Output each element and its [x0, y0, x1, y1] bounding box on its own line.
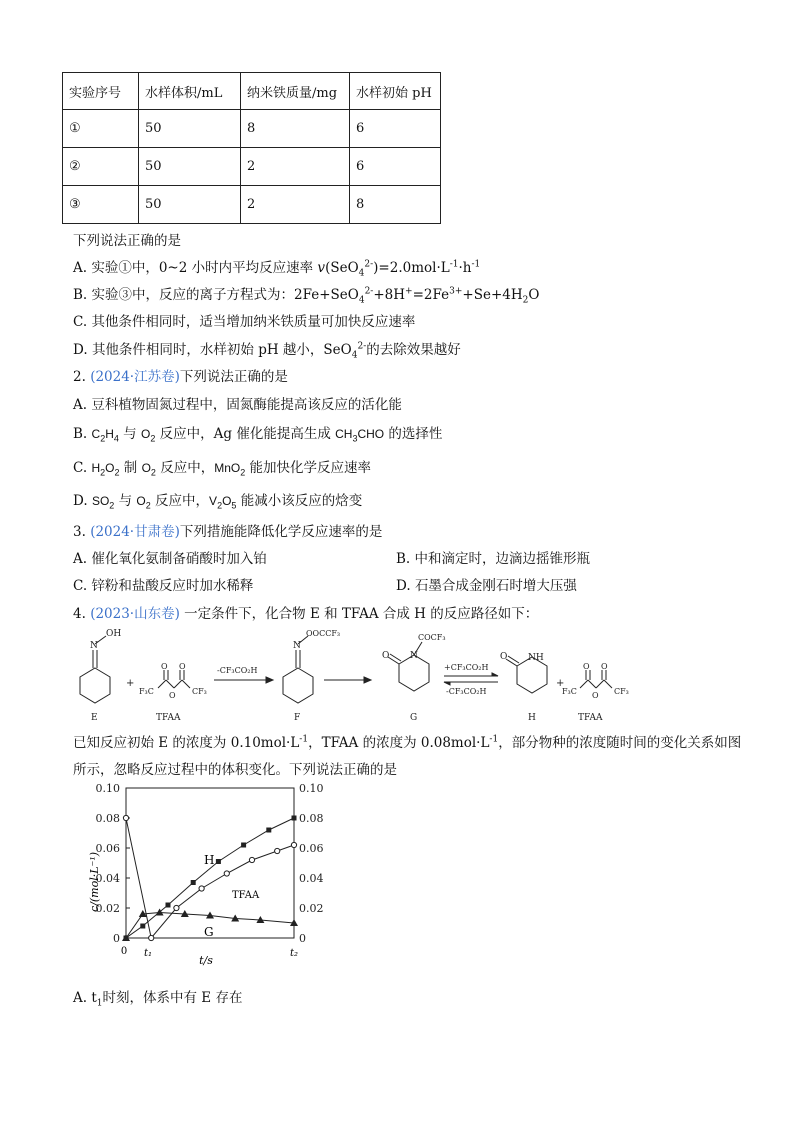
equilibrium-reverse: -CF₃CO₂H — [446, 687, 487, 696]
formula: O — [141, 461, 151, 475]
superscript: 3+ — [449, 286, 463, 297]
table-cell: ① — [63, 110, 139, 148]
q1-stem: 下列说法正确的是 — [73, 233, 181, 249]
rate-symbol: v — [317, 260, 326, 276]
compound-e-label: E — [91, 713, 98, 723]
data-point-h — [166, 903, 171, 908]
hydroxyl-label: OH — [106, 629, 122, 639]
table-row — [63, 110, 441, 148]
svg-text:O: O — [601, 662, 608, 671]
paragraph-text: 已知反应初始 E 的浓度为 0.10mol·L — [73, 735, 300, 751]
time-symbol: t — [91, 990, 97, 1006]
subscript: 5 — [231, 500, 237, 511]
table-cell: 2 — [241, 186, 350, 224]
option-text: 石墨合成金刚石时增大压强 — [414, 578, 577, 594]
table-header: 水样初始 pH — [350, 73, 441, 110]
option-label: A. — [73, 990, 88, 1006]
subscript: 4 — [358, 295, 365, 306]
option-text: ·h — [458, 260, 472, 276]
q2-option-a — [73, 393, 402, 413]
y-tick-label-left: 0.02 — [95, 902, 120, 915]
series-label-h: H — [204, 853, 215, 867]
g-oxygen: O — [382, 651, 390, 661]
x-tick-label: t₁ — [143, 948, 153, 959]
q2-option-d — [73, 489, 362, 510]
option-text: 时刻，体系中有 E 存在 — [102, 990, 243, 1006]
table-cell: 50 — [139, 110, 241, 148]
data-point-h — [216, 859, 221, 864]
compound-h-label: H — [528, 713, 536, 723]
y-tick-label-right: 0.04 — [299, 872, 324, 885]
option-text: =2Fe — [412, 287, 450, 303]
option-text: 反应中， — [150, 493, 210, 509]
cf3-label: CF₃ — [192, 687, 207, 696]
option-text: 反应中，Ag 催化能提高生成 — [155, 426, 336, 442]
question-number: 4. — [73, 606, 86, 622]
formula: CHO — [357, 427, 385, 441]
table-header-row — [63, 73, 441, 110]
option-text: 催化氧化氨制备硝酸时加入铂 — [91, 551, 267, 567]
g-nitrogen: N — [410, 651, 418, 661]
svg-text:O: O — [169, 691, 176, 700]
option-text: 其他条件相同时，水样初始 pH 越小，SeO — [91, 342, 352, 358]
question-number: 3. — [73, 524, 86, 540]
x-tick-label: 0 — [120, 946, 128, 957]
superscript: 2- — [364, 259, 374, 270]
option-text: 与 — [114, 493, 137, 509]
h-oxygen: O — [500, 652, 508, 662]
question-source: (2024·江苏卷) — [90, 369, 180, 385]
compound-f-label: F — [294, 713, 301, 723]
table-cell: 50 — [139, 148, 241, 186]
subscript: 2 — [114, 467, 120, 478]
f-substituent: OOCCF₃ — [306, 629, 341, 638]
data-point-tfaa — [149, 935, 154, 940]
table-header: 水样体积/mL — [139, 73, 241, 110]
y-tick-label-right: 0.10 — [299, 782, 324, 795]
superscript: -1 — [299, 734, 309, 745]
option-text: 反应中， — [155, 460, 215, 476]
subscript: 4 — [113, 433, 119, 444]
option-text: +8H — [373, 287, 406, 303]
svg-text:F₃C: F₃C — [562, 687, 577, 696]
superscript: + — [405, 286, 413, 297]
formula: O — [140, 427, 151, 441]
paragraph-text: ，部分物种的浓度随时间的变化关系如图 — [498, 735, 742, 751]
nitrogen-label: N — [90, 641, 98, 651]
q3-option-b — [396, 547, 590, 567]
series-line-tfaa — [126, 818, 294, 938]
option-label: A. — [73, 260, 88, 276]
formula: O — [222, 494, 232, 508]
q3-option-d — [396, 574, 577, 594]
formula: H — [105, 427, 114, 441]
option-label: A. — [73, 397, 88, 413]
option-text: +Se+4H — [462, 287, 523, 303]
option-label: B. — [396, 551, 411, 567]
paragraph-text: ，TFAA 的浓度为 0.08mol·L — [308, 735, 490, 751]
h-nh: NH — [528, 653, 544, 663]
data-point-tfaa — [291, 842, 296, 847]
subscript: 2 — [150, 467, 156, 478]
svg-text:CF₃: CF₃ — [614, 687, 629, 696]
subscript: 2 — [150, 433, 156, 444]
arrow-condition: -CF₃CO₂H — [217, 666, 258, 675]
option-text: 实验③中，反应的离子方程式为：2Fe+SeO — [91, 287, 359, 303]
formula: C — [91, 427, 101, 441]
option-label: B. — [73, 287, 88, 303]
q3-option-a — [73, 547, 267, 567]
svg-text:O: O — [592, 691, 599, 700]
option-text: )=2.0mol·L — [373, 260, 450, 276]
subscript: 2 — [100, 433, 106, 444]
q1-option-c — [73, 310, 415, 330]
tfaa-label: TFAA — [578, 713, 603, 723]
table-cell: ② — [63, 148, 139, 186]
formula: H — [91, 461, 101, 475]
subscript: 2 — [522, 295, 529, 306]
question-stem: 下列说法正确的是 — [179, 369, 288, 385]
data-point-tfaa — [123, 815, 128, 820]
data-point-h — [241, 843, 246, 848]
option-label: A. — [73, 551, 88, 567]
cf3-label: F₃C — [139, 687, 154, 696]
option-label: C. — [73, 314, 88, 330]
table-cell: 6 — [350, 110, 441, 148]
table-cell: ③ — [63, 186, 139, 224]
table-cell: 8 — [241, 110, 350, 148]
q2-option-b — [73, 422, 442, 443]
subscript: 4 — [351, 350, 358, 361]
data-point-h — [140, 924, 145, 929]
option-text: O — [528, 287, 540, 303]
option-text: 其他条件相同时，适当增加纳米铁质量可加快反应速率 — [91, 314, 416, 330]
question-stem: 一定条件下，化合物 E 和 TFAA 合成 H 的反应路径如下： — [184, 606, 539, 622]
subscript: 2 — [240, 467, 246, 478]
reaction-scheme — [66, 624, 646, 724]
question-number: 2. — [73, 369, 86, 385]
y-tick-label-left: 0.08 — [95, 812, 120, 825]
option-label: C. — [73, 578, 88, 594]
option-text: 豆科植物固氮过程中，固氮酶能提高该反应的活化能 — [91, 397, 402, 413]
option-label: C. — [73, 460, 88, 476]
y-tick-label-left: 0 — [113, 932, 120, 945]
option-text: 锌粉和盐酸反应时加水稀释 — [91, 578, 254, 594]
x-axis-label: t/s — [199, 954, 213, 967]
series-label-tfaa: TFAA — [232, 890, 260, 901]
q3-option-c — [73, 574, 253, 594]
q1-option-a — [73, 256, 480, 279]
y-tick-label-right: 0.02 — [299, 902, 324, 915]
experiment-table — [62, 72, 441, 224]
superscript: 2- — [357, 341, 367, 352]
option-label: D. — [73, 493, 88, 509]
subscript: 2 — [100, 467, 106, 478]
svg-text:N: N — [293, 641, 301, 651]
option-text: 能减小该反应的焓变 — [236, 493, 363, 509]
q1-option-b — [73, 283, 539, 306]
series-label-g: G — [204, 925, 214, 939]
table-row — [63, 148, 441, 186]
formula: O — [105, 461, 115, 475]
table-cell: 50 — [139, 186, 241, 224]
cyclohexane-ring-e — [80, 668, 110, 703]
q2-stem — [73, 365, 288, 385]
table-cell: 8 — [350, 186, 441, 224]
superscript: -1 — [489, 734, 499, 745]
tfaa-label: TFAA — [156, 713, 181, 723]
question-source: (2023·山东卷) — [90, 606, 180, 622]
subscript: 3 — [352, 433, 358, 444]
y-tick-label-left: 0.04 — [95, 872, 120, 885]
y-tick-label-right: 0.06 — [299, 842, 324, 855]
series-line-h — [126, 818, 294, 938]
svg-text:+: + — [556, 678, 565, 689]
svg-text:O: O — [161, 662, 168, 671]
option-text: 中和滴定时，边滴边摇锥形瓶 — [414, 551, 591, 567]
option-text: 能加快化学反应速率 — [245, 460, 372, 476]
q4-stem — [73, 602, 538, 622]
formula: V — [209, 494, 218, 508]
compound-g-label: G — [410, 713, 418, 723]
q4-option-a — [73, 986, 242, 1009]
data-point-h — [266, 828, 271, 833]
subscript: 2 — [217, 500, 223, 511]
question-stem: 下列措施能降低化学反应速率的是 — [179, 524, 383, 540]
formula: O — [136, 494, 146, 508]
y-tick-label-right: 0.08 — [299, 812, 324, 825]
plus-sign: + — [126, 678, 135, 689]
y-axis-label: c/(mol·L⁻¹) — [88, 851, 101, 913]
option-text: 的去除效果越好 — [366, 342, 461, 358]
q3-stem — [73, 520, 382, 540]
superscript: 2- — [364, 286, 374, 297]
q1-option-d — [73, 338, 461, 361]
data-point-tfaa — [249, 857, 254, 862]
option-text: 制 — [119, 460, 142, 476]
data-point-tfaa — [174, 905, 179, 910]
table-cell: 2 — [241, 148, 350, 186]
g-substituent: COCF₃ — [418, 633, 446, 642]
svg-text:O: O — [179, 662, 186, 671]
concentration-chart — [86, 782, 336, 972]
q2-option-c — [73, 456, 371, 477]
q4-paragraph-2: 所示，忽略反应过程中的体积变化。下列说法正确的是 — [73, 762, 397, 778]
q4-paragraph-1 — [73, 731, 741, 751]
y-tick-label-left: 0.06 — [95, 842, 120, 855]
formula: MnO — [214, 461, 241, 475]
option-text: 的选择性 — [384, 426, 443, 442]
data-point-h — [191, 880, 196, 885]
data-point-tfaa — [199, 886, 204, 891]
superscript: -1 — [449, 259, 459, 270]
table-row — [63, 186, 441, 224]
subscript: 2 — [109, 500, 115, 511]
option-label: B. — [73, 426, 88, 442]
formula: SO — [91, 494, 110, 508]
subscript: 1 — [96, 998, 103, 1009]
table-header: 实验序号 — [63, 73, 139, 110]
option-label: D. — [396, 578, 411, 594]
data-point-tfaa — [275, 848, 280, 853]
superscript: -1 — [471, 259, 481, 270]
option-text: 与 — [118, 426, 141, 442]
subscript: 4 — [358, 268, 365, 279]
question-source: (2024·甘肃卷) — [90, 524, 180, 540]
y-tick-label-left: 0.10 — [95, 782, 120, 795]
data-point-h — [292, 816, 297, 821]
formula: CH — [335, 427, 353, 441]
y-tick-label-right: 0 — [299, 932, 306, 945]
table-header: 纳米铁质量/mg — [241, 73, 350, 110]
subscript: 2 — [145, 500, 151, 511]
equilibrium-forward: +CF₃CO₂H — [444, 663, 489, 672]
option-text: 实验①中，0~2 小时内平均反应速率 — [91, 260, 318, 276]
x-tick-label: t₂ — [289, 948, 299, 959]
svg-text:O: O — [583, 662, 590, 671]
option-label: D. — [73, 342, 88, 358]
data-point-tfaa — [224, 871, 229, 876]
option-text: (SeO — [325, 260, 359, 276]
table-cell: 6 — [350, 148, 441, 186]
